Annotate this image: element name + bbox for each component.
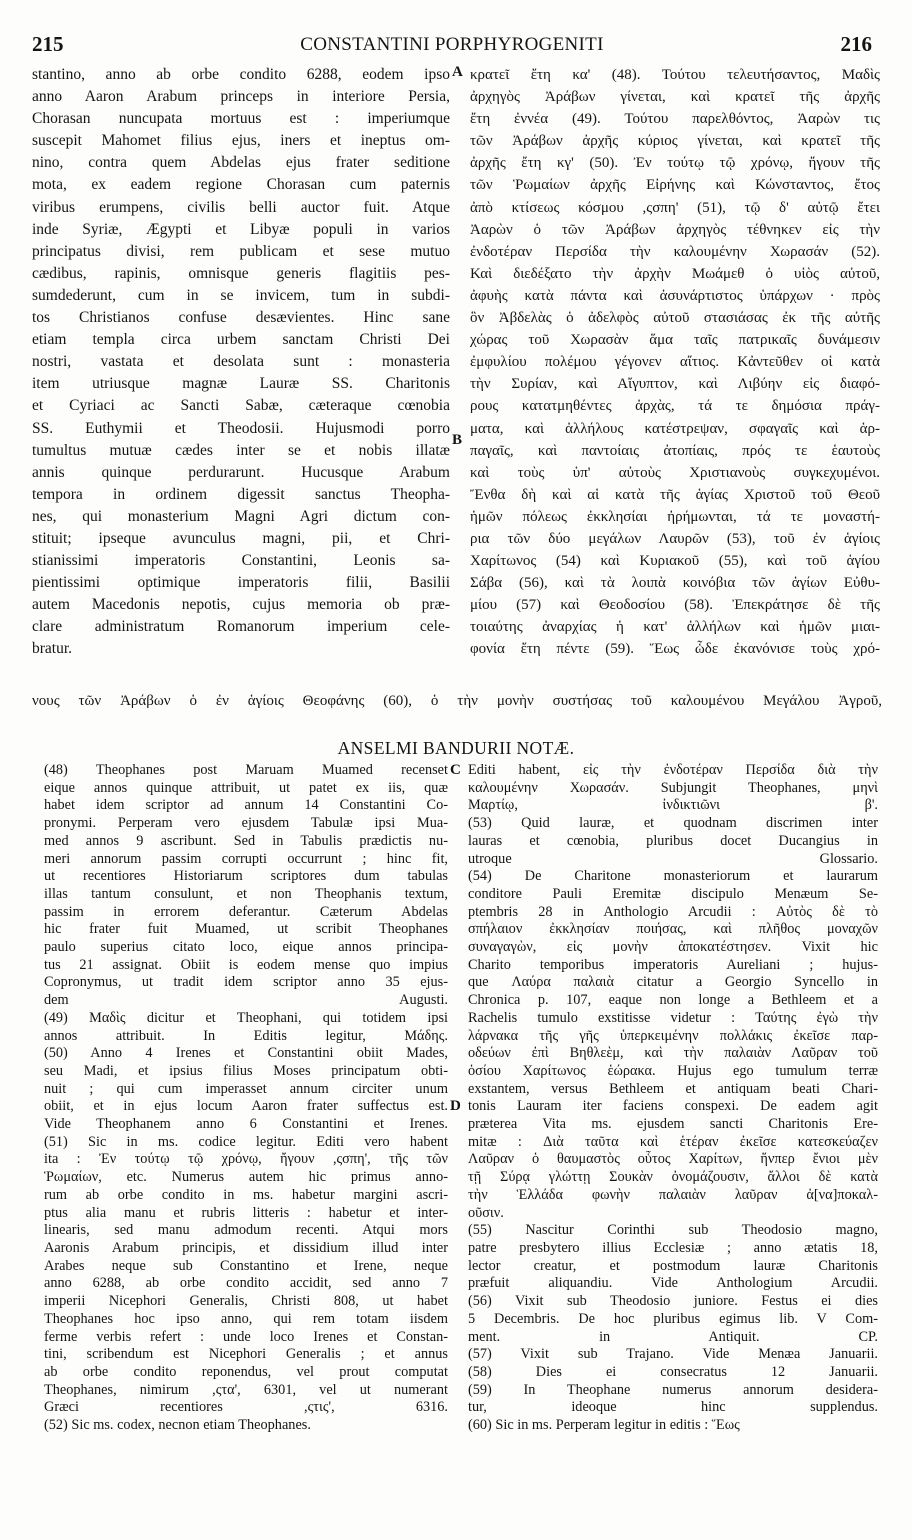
- note-line: tus 21 assignat. Obiit is eodem mense quo impius: [44, 956, 448, 973]
- running-title: CONSTANTINI PORPHYROGENITI: [300, 34, 604, 55]
- margin-marker-c: C: [450, 762, 461, 778]
- note-line: (60) Sic in ms. Perperam legitur in editis : Ἕως: [468, 1417, 740, 1434]
- greek-text-line: μίου (57) καὶ Θεοδοσίου (58). Ἐπεκράτησε δὲ τῆς: [470, 597, 880, 614]
- page-header: [32, 32, 872, 60]
- note-line: pronymi. Perperam vero ejusdem Tabulæ ipsi Mua-: [44, 815, 448, 832]
- greek-text-line: ἀπὸ κτίσεως κόσμου ,ςσπη' (51), τῷ δ' αὐτῷ ἔτει: [470, 199, 880, 216]
- note-line: anno 6288, ab orbe condito accidit, sed anno 7: [44, 1275, 448, 1292]
- note-line: Rachelis tumulo exstitisse videtur : Ταύτης ἐγὼ τὴν: [468, 1009, 878, 1026]
- note-line: (58) Dies ei consecratus 12 Januarii.: [468, 1363, 878, 1380]
- latin-text-line: autem Macedonis nepotis, cujus memoria ob præ-: [32, 596, 450, 614]
- latin-text-line: pientissimi optimique imperatoris filii, Basilii: [32, 574, 450, 592]
- note-line: οῦσιν.: [468, 1204, 504, 1221]
- greek-text-line: ἐνδοτέραν Περσίδα τὴν καλουμένην Χωρασάν (52).: [470, 243, 880, 260]
- latin-text-line: bratur.: [32, 640, 73, 658]
- note-line: med annos 9 ascribunt. Sed in Tabulis prædictis nu-: [44, 832, 448, 849]
- note-line: (59) In Theophane numerus annorum desidera-: [468, 1381, 878, 1398]
- greek-text-line: κρατεῖ ἔτη κα' (48). Τούτου τελευτήσαντος, Μαδὶς: [470, 67, 880, 83]
- greek-text-line: τὴν Συρίαν, καὶ Αἴγυπτον, καὶ Λιβύην εἰς διαφό-: [470, 376, 880, 393]
- latin-text-line: sumdederunt, cum in se invicem, tum in subdi-: [32, 286, 450, 304]
- latin-text-line: inde Syriæ, Ægypti et Libyæ populi in varios: [32, 220, 450, 238]
- greek-text-line: ἀφυὴς κατὰ πάντα καὶ ἀσυνάρτιστος ὑπάρχων · πρὸς: [470, 287, 880, 304]
- note-line: ut recentiores Historiarum scriptores dum tabulas: [44, 868, 448, 885]
- greek-text-line: ρους κατατμηθέντες ἀρχὰς, τά τε δημόσια πράγ-: [470, 398, 880, 415]
- note-line: ὁσίου Χαρίτωνος ἑώρακα. Hujus ego tumulum terræ: [468, 1062, 878, 1079]
- greek-text-line: Χαρίτωνος (54) καὶ Κυριακοῦ (55), καὶ τοῦ ἁγίου: [470, 553, 880, 570]
- note-line: meri annorum passim corrupti occurrunt ; hinc fit,: [44, 850, 448, 867]
- note-line: τὴν Ἑλλάδα φωνὴν παλαιὰν λαῦραν ἀ[να]ποκαλ-: [468, 1186, 878, 1203]
- latin-text-line: nes, qui monasterium Magni Agri dictum con-: [32, 507, 450, 525]
- latin-text-line: nino, contra quem Abdelas ejus frater seditione: [32, 154, 450, 172]
- note-line: Aaronis Arabum principis, et dissidium illud inter: [44, 1239, 448, 1256]
- note-line: Theophanes hoc ipso anno, qui rem totam iisdem: [44, 1310, 448, 1327]
- note-line: seu Madi, et ipsius filius Moses principatum obti-: [44, 1062, 448, 1079]
- note-line: (50) Anno 4 Irenes et Constantini obiit Mades,: [44, 1045, 448, 1062]
- note-line: patre presbytero illius Ecclesiæ ; anno ætatis 18,: [468, 1239, 878, 1256]
- note-line: conditore Pauli Eremitæ discipulo Menæum Se-: [468, 885, 878, 902]
- note-line: (49) Μαδὶς dicitur et Theophani, qui totidem ipsi: [44, 1009, 448, 1026]
- greek-text-line: Καὶ διεδέξατο τὴν ἀρχὴν Μωάμεθ ὁ υἱὸς αὐτοῦ,: [470, 265, 880, 282]
- note-line: 5 Decembris. De hoc pluribus egimus lib. V Com-: [468, 1310, 878, 1327]
- margin-marker-b: B: [452, 432, 463, 448]
- latin-text-line: anno Aaron Arabum princeps in interiore Persia,: [32, 88, 450, 106]
- greek-text-line: φονία ἔτη πέντε (59). Ἕως ὧδε ἐκανόνισε τοὺς χρό-: [470, 641, 880, 658]
- note-line: συναγαγὼν, εἰς μονὴν ἀποκατέστησεν. Vixit hic: [468, 939, 878, 956]
- page-number-right: 216: [840, 32, 872, 56]
- greek-text-line: ματα, καὶ ἀλλήλους κατέστρεψαν, σφαγαῖς καὶ ἁρ-: [470, 420, 880, 437]
- notes-left-column: [44, 762, 448, 1435]
- note-line: Vide Theophanem anno 6 Constantini et Irenes.: [44, 1116, 448, 1133]
- latin-text-line: suscepit Mahomet filius ejus, iners et ineptus om-: [32, 132, 450, 150]
- note-line: que Λαύρα παλαιὰ citatur a Georgio Syncello in: [468, 974, 878, 991]
- greek-text-line: χώρας τοῦ Χωρασὰν ἅμα ταῖς πατρικαῖς δυνάμεσιν: [470, 332, 880, 349]
- notes-title: ANSELMI BANDURII NOTÆ.: [337, 738, 575, 758]
- note-line: ita : Ἐν τούτῳ τῷ χρόνῳ, ἤγουν ,ςσπη', τῆς τῶν: [44, 1151, 448, 1168]
- note-line: ferme verbis refert : unde loco Irenes et Constan-: [44, 1328, 448, 1345]
- note-line: (54) De Charitone monasteriorum et laurarum: [468, 868, 878, 885]
- page-number-left: 215: [32, 32, 64, 56]
- latin-text-line: viribus erumpens, civilis belli auctor fuit. Atque: [32, 198, 450, 216]
- notes-right-column: [468, 762, 878, 1435]
- greek-text-line: ρια τῶν δύο μεγάλων Λαυρῶν (53), τοῦ ἐν ἁγίοις: [470, 530, 880, 547]
- note-line: (53) Quid lauræ, et quodnam discrimen inter: [468, 815, 878, 832]
- greek-text-line: ἀρχηγὸς Ἀράβων γίνεται, καὶ κρατεῖ τῆς ἀρχῆς: [470, 89, 880, 106]
- latin-text-line: tumultus mutuæ cædes inter se et nobis illatæ: [32, 441, 450, 459]
- note-line: lauras et cœnobia, pluribus docet Ducangius in: [468, 832, 878, 849]
- note-line: obiit, et in ejus locum Aaron frater suffectus est.: [44, 1098, 448, 1115]
- latin-text-line: stantino, anno ab orbe condito 6288, eodem ipso: [32, 66, 450, 83]
- note-line: tur, ideoque hinc supplendus.: [468, 1399, 878, 1416]
- note-line: eique annos quinque attribuit, ut patet ex iis, quæ: [44, 779, 448, 796]
- greek-text-line: τῶν Ῥωμαίων ἀρχῆς Εἰρήνης καὶ Κώνσταντος, ἔτος: [470, 177, 880, 194]
- note-line: dem Augusti.: [44, 992, 448, 1009]
- note-line: tonis Lauram iter faciens conspexi. De eadem agit: [468, 1098, 878, 1115]
- latin-text-line: nostri, vastata et desolata sunt : monasteria: [32, 353, 450, 371]
- note-line: mitæ : Διὰ ταῦτα καὶ ἑτέραν ἐκεῖσε κατεσκεύαζεν: [468, 1133, 878, 1150]
- note-line: Copronymus, ut tradit idem scriptor anno 35 ejus-: [44, 974, 448, 991]
- note-line: ptembris 28 in Anthologio Arcudii : Αὐτὸς δὲ τὸ: [468, 903, 878, 920]
- note-line: Ῥωμαίων, etc. Numerus autem hic primus anno-: [44, 1169, 448, 1186]
- note-line: tini, scribendum est Nicephori Generalis ; et annus: [44, 1346, 448, 1363]
- greek-text-line: Ἀαρὼν ὁ τῶν Ἀράβων ἀρχηγὸς τέθνηκεν εἰς τὴν: [470, 221, 880, 238]
- latin-text-line: Chorasan nuncupata mortuus est : imperiumque: [32, 110, 450, 128]
- latin-text-line: stianissimi imperatoris Constantini, Leonis sa-: [32, 552, 450, 570]
- note-line: (56) Vixit sub Theodosio juniore. Festus ei dies: [468, 1293, 878, 1310]
- greek-text-line: ἀρχῆς ἔτη κγ' (50). Ἐν τούτῳ τῷ χρόνῳ, ἤγουν τῆς: [470, 155, 880, 172]
- note-line: exstantem, versus Bethleem et antiquam beati Chari-: [468, 1080, 878, 1097]
- note-line: Chronica p. 107, eaque non longe a Bethleem et a: [468, 992, 878, 1009]
- note-line: (57) Vixit sub Trajano. Vide Menæa Januarii.: [468, 1346, 878, 1363]
- greek-text-line: Σάβα (56), καὶ τὰ λοιπὰ κοινόβια τῶν ἁγίων Εὐθυ-: [470, 575, 880, 592]
- note-line: rum ab orbe condito in ms. habetur margini ascri-: [44, 1186, 448, 1203]
- latin-text-line: et Cyriaci ac Sancti Sabæ, cæteraque cœnobia: [32, 397, 450, 415]
- note-line: σπήλαιον ἐκκλησίαν ποιήσας, καὶ πλῆθος μοναχῶν: [468, 921, 878, 938]
- latin-text-line: principatus divisi, rem publicam et sese mutuo: [32, 242, 450, 260]
- note-line: οδεύων ἐπὶ Βηθλεὲμ, καὶ τὴν παλαιὰν Λαῦραν τοῦ: [468, 1045, 878, 1062]
- note-line: illas tantum consulunt, et non Theophanis textum,: [44, 885, 448, 902]
- note-line: utroque Glossario.: [468, 850, 878, 867]
- note-line: paulo superius citato loco, eique annos principa-: [44, 939, 448, 956]
- latin-text-line: mota, ex eadem regione Chorasan cum paternis: [32, 176, 450, 194]
- note-line: (55) Nascitur Corinthi sub Theodosio magno,: [468, 1222, 878, 1239]
- note-line: Editi habent, εἰς τὴν ἐνδοτέραν Περσίδα διὰ τὴν: [468, 762, 878, 778]
- note-line: Theophanes, nimirum ,ςτα', 6301, vel ut numerant: [44, 1381, 448, 1398]
- note-line: imperii Nicephori Generalis, Christi 808, ut habet: [44, 1293, 448, 1310]
- note-line: Charito temporibus imperatoris Aureliani ; hujus-: [468, 956, 878, 973]
- greek-text-column: [470, 64, 880, 661]
- greek-text-line: ὃν Ἀβδελὰς ὁ ἀδελφὸς αὐτοῦ στασιάσας ἐκ τῆς αὐτῆς: [470, 310, 880, 327]
- margin-marker-a: A: [452, 64, 463, 80]
- latin-text-line: tos Christianos confuse desævientes. Hinc sane: [32, 309, 450, 327]
- note-line: (51) Sic in ms. codice legitur. Editi vero habent: [44, 1133, 448, 1150]
- note-line: hic frater fuit Muamed, ut scribit Theophanes: [44, 921, 448, 938]
- note-line: præterea Vita ms. ejusdem sancti Charitonis Ere-: [468, 1116, 878, 1133]
- latin-text-line: stituit; ipseque avunculus magni, pii, et Chri-: [32, 529, 450, 547]
- note-line: annos attribuit. In Editis legitur, Μάδης.: [44, 1027, 448, 1044]
- note-line: lector creatur, et postmodum lauræ Charitonis: [468, 1257, 878, 1274]
- note-line: ab orbe condito reponendus, vel prout computat: [44, 1363, 448, 1380]
- greek-text-line: καὶ τοὺς ὑπ' αὐτοὺς Χριστιανοὺς συγκεχυμένοι.: [470, 464, 880, 481]
- greek-text-line: παγαῖς, καὶ παντοίαις ἀτοπίαις, πρός τε ἑαυτοὺς: [470, 442, 880, 459]
- note-line: Arabes neque sub Constantino et Irene, neque: [44, 1257, 448, 1274]
- note-line: Λαῦραν ὁ θαυμαστὸς οὗτος Χαρίτων, ἥνπερ ἔνιοι μὲν: [468, 1151, 878, 1168]
- latin-text-column: [32, 64, 450, 661]
- greek-text-line: Ἔνθα δὴ καὶ αἱ κατὰ τῆς ἁγίας Χριστοῦ τοῦ Θεοῦ: [470, 486, 880, 503]
- greek-text-line: ἐμφυλίου πολέμου γέγονεν αἴτιος. Κἀντεῦθεν οἱ κατὰ: [470, 354, 880, 371]
- note-line: (48) Theophanes post Maruam Muamed recenset: [44, 762, 448, 778]
- note-line: præfuit aliquandiu. Vide Anthologium Arcudii.: [468, 1275, 878, 1292]
- latin-text-line: tempora in ordinem digessit sanctus Theopha-: [32, 485, 450, 503]
- margin-marker-d: D: [450, 1098, 461, 1114]
- note-line: passim in errorem deferantur. Cæterum Abdelas: [44, 903, 448, 920]
- note-line: καλουμένην Χωρασάν. Subjungit Theophanes, μηνὶ: [468, 779, 878, 796]
- latin-text-line: SS. Euthymii et Theodosii. Hujusmodi porro: [32, 419, 450, 437]
- note-line: linearis, sed manu admodum recenti. Atqui mors: [44, 1222, 448, 1239]
- greek-text-line: ἡμῶν πόλεως ἐκκλησίαι ἠρήμωνται, τά τε μοναστή-: [470, 508, 880, 525]
- greek-text-line: τῶν Ἀράβων ἀρχῆς κύριος γίνεται, καὶ κρατεῖ τῆς: [470, 133, 880, 150]
- note-line: ment. in Antiquit. CP.: [468, 1328, 878, 1345]
- latin-text-line: etiam templa circa urbem sanctam Christi Dei: [32, 331, 450, 349]
- latin-text-line: cædibus, rapinis, omnisque generis flagitiis pes-: [32, 264, 450, 282]
- latin-text-line: clare administratum Romanorum imperium cele-: [32, 618, 450, 636]
- greek-text-line: ἔτη ἐννέα (49). Τούτου παρελθόντος, Ἀαρὼν τις: [470, 111, 880, 128]
- note-line: habet idem scriptor ad annum 14 Constantini Co-: [44, 797, 448, 814]
- note-line: ptus alia manu et rubris litteris : habetur et inter-: [44, 1204, 448, 1221]
- note-line: Μαρτίῳ, ἰνδικτιῶνι β'.: [468, 797, 878, 814]
- latin-text-line: annis quinque perdurarunt. Hucusque Arabum: [32, 463, 450, 481]
- note-line: (52) Sic ms. codex, necnon etiam Theophanes.: [44, 1417, 311, 1434]
- note-line: λάρνακα τῆς γῆς ὑπερκειμένην πολλάκις ἐκεῖσε παρ-: [468, 1027, 878, 1044]
- note-line: Græci recentiores ,ςτις', 6316.: [44, 1399, 448, 1416]
- note-line: τῇ Σύρᾳ γλώττῃ Σουκὰν ὀνομάζουσιν, ἄλλοι δὲ κατὰ: [468, 1169, 878, 1186]
- note-line: nuit ; qui cum imperasset annum circiter unum: [44, 1080, 448, 1097]
- greek-text-line: τοιαύτης ἀναρχίας ἡ κατ' ἀλλήλων καὶ ἡμῶν μιαι-: [470, 619, 880, 636]
- latin-text-line: item utriusque magnæ Lauræ SS. Charitonis: [32, 375, 450, 393]
- greek-bridge-line: νους τῶν Ἀράβων ὁ ἐν ἁγίοις Θεοφάνης (60), ὁ τὴν μονὴν συστήσας τοῦ καλουμένου Μεγάλου Ἀγροῦ,: [32, 693, 882, 709]
